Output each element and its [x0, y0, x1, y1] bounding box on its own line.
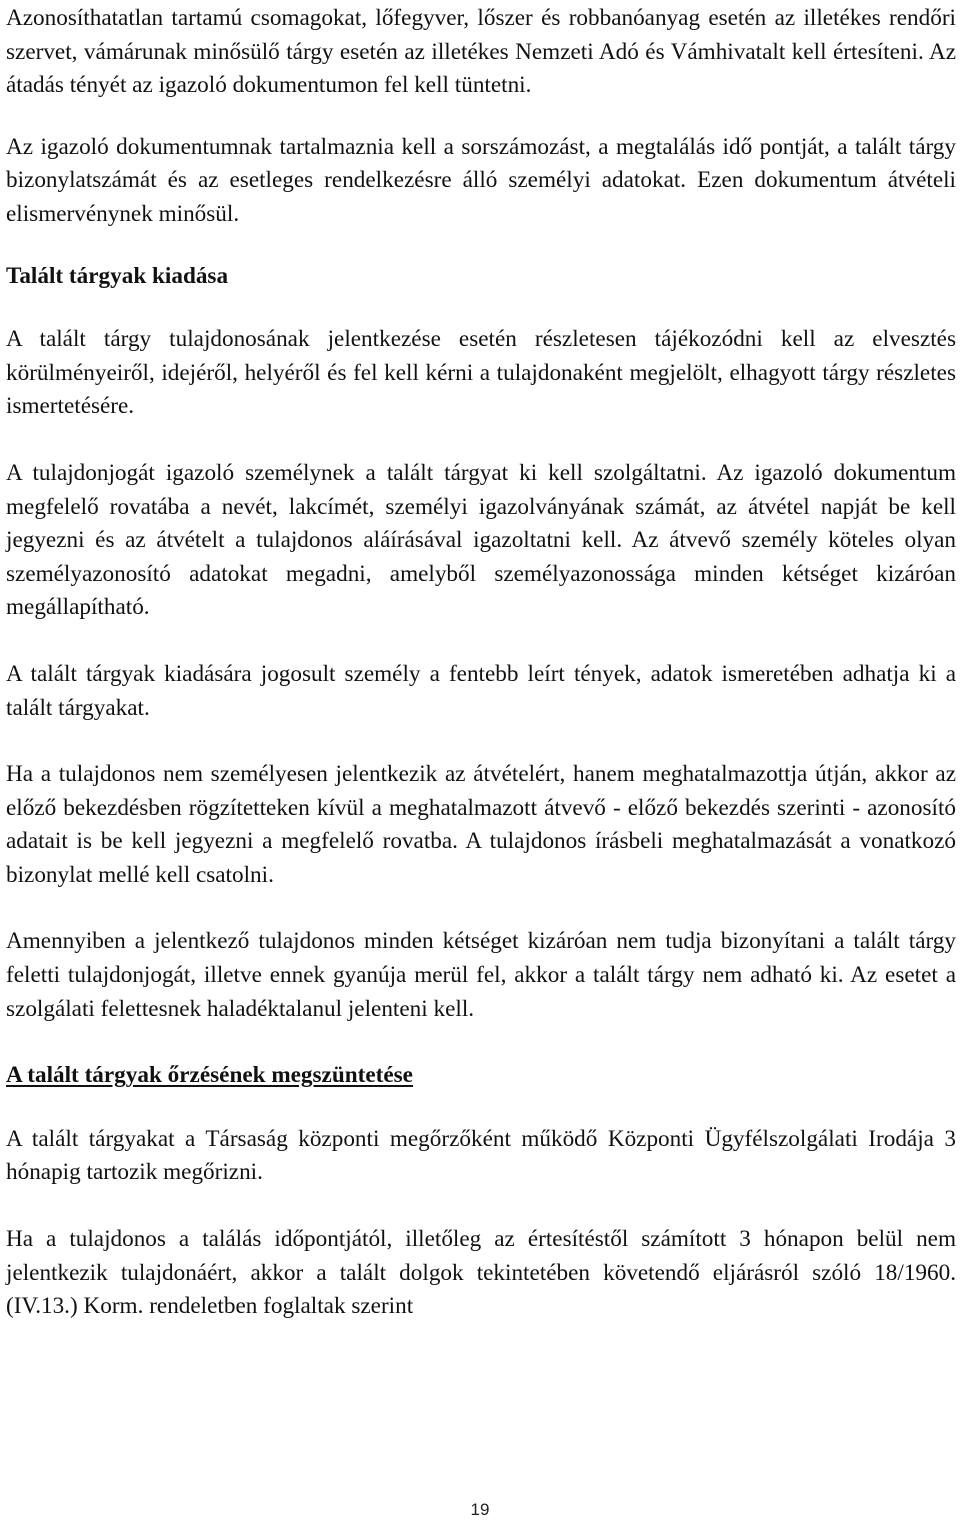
- paragraph: A talált tárgyak kiadására jogosult személy a fentebb leírt tények, adatok ismeretében adhatja ki a talált tárgyakat.: [6, 660, 956, 721]
- paragraph: A tulajdonjogát igazoló személynek a talált tárgyat ki kell szolgáltatni. Az igazoló dokumentum megfelelő rovatába a nevét, lakcímét, személyi igazolványának számát, az átvétel napját be kell jegyezni és az átvételt a tulajdonos aláírásával igazoltatni kell. Az átvevő személy köteles olyan személyazonosító adatokat megadni, amelyből személyazonossága minden kétséget kizáróan megállapítható.: [6, 459, 956, 621]
- paragraph: A talált tárgyakat a Társaság központi megőrzőként működő Központi Ügyfélszolgálati Irodája 3 hónapig tartozik megőrizni.: [6, 1125, 956, 1186]
- paragraph: Az igazoló dokumentumnak tartalmaznia kell a sorszámozást, a megtalálás idő pontját, a talált tárgy bizonylatszámát és az esetleges rendelkezésre álló személyi adatokat. Ezen dokumentum átvételi elismervénynek minősül.: [6, 133, 956, 227]
- section-heading: Talált tárgyak kiadása: [6, 262, 229, 289]
- page-number: 19: [470, 1500, 490, 1519]
- section-heading-text: A talált tárgyak őrzésének megszüntetése: [6, 1062, 413, 1089]
- paragraph: Ha a tulajdonos a találás időpontjától, illetőleg az értesítéstől számított 3 hónapon belül nem jelentkezik tulajdonáért, akkor a talált dolgok tekintetében követendő eljárásról szóló 18/1960. (IV.13.) Korm. rendeletben foglaltak szerint: [6, 1226, 956, 1320]
- paragraph: Ha a tulajdonos nem személyesen jelentkezik az átvételért, hanem meghatalmazottja útján, akkor az előző bekezdésben rögzítetteken kívül a meghatalmazott átvevő - előző bekezdés szerinti - azonosító adatait is be kell jegyezni a megfelelő rovatba. A tulajdonos írásbeli meghatalmazását a vonatkozó bizonylat mellé kell csatolni.: [6, 761, 956, 888]
- paragraph: A talált tárgy tulajdonosának jelentkezése esetén részletesen tájékozódni kell az elvesztés körülményeiről, idejéről, helyéről és fel kell kérni a tulajdonaként megjelölt, elhagyott tárgy részletes ismertetésére.: [6, 326, 956, 420]
- paragraph: Azonosíthatatlan tartamú csomagokat, lőfegyver, lőszer és robbanóanyag esetén az illetékes rendőri szervet, vámárunak minősülő tárgy esetén az illetékes Nemzeti Adó és Vámhivatalt kell értesíteni. Az átadás tényét az igazoló dokumentumon fel kell tüntetni.: [6, 5, 956, 99]
- document-body: [6, 2, 956, 1357]
- section-heading: [6, 1059, 956, 1093]
- paragraph: Amennyiben a jelentkező tulajdonos minden kétséget kizáróan nem tudja bizonyítani a talált tárgy feletti tulajdonjogát, illetve ennek gyanúja merül fel, akkor a talált tárgy nem adható ki. Az esetet a szolgálati felettesnek haladéktalanul jelenteni kell.: [6, 928, 956, 1022]
